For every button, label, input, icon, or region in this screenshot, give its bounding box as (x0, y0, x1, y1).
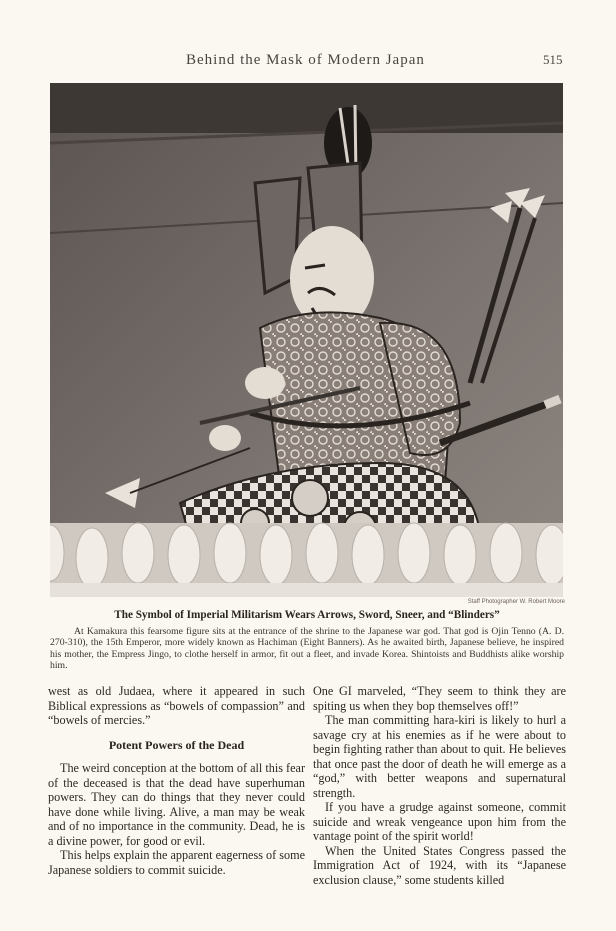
left-paragraph-1: west as old Judaea, where it appeared in such Biblical expressions as “bowels of compassion” and “bowels of mercies.” (48, 684, 305, 727)
right-paragraph-3: If you have a grudge against someone, commit suicide and wreak vengeance upon him from the vantage point of the spirit world! (313, 800, 566, 843)
running-title: Behind the Mask of Modern Japan (186, 52, 425, 68)
warrior-statue-photo (50, 83, 563, 597)
right-column (313, 684, 566, 887)
page-number: 515 (543, 52, 563, 67)
left-paragraph-2: The weird conception at the bottom of all this fear of the deceased is that the dead have superhuman powers. They can do things that they never could have done while living. Alive, a man may be weak and of no importance in the community. Dead, he is a divine power, for good or evil. (48, 761, 305, 848)
warrior-statue-illustration (50, 83, 563, 597)
running-header (0, 50, 616, 72)
left-column (48, 684, 305, 877)
left-paragraph-3: This helps explain the apparent eagerness of some Japanese soldiers to commit suicide. (48, 848, 305, 877)
right-paragraph-2: The man committing hara-kiri is likely to hurl a savage cry at his enemies as if he were about to begin fighting rather than about to quit. He believes that once past the door of death he will emerge as a “god,” with better weapons and supernatural strength. (313, 713, 566, 800)
photo-credit: Staff Photographer W. Robert Moore (467, 599, 565, 605)
caption-title: The Symbol of Imperial Militarism Wears Arrows, Sword, Sneer, and “Blinders” (114, 609, 500, 621)
right-paragraph-1: One GI marveled, “They seem to think they are spiting us when they bop themselves off!” (313, 684, 566, 713)
caption-body: At Kamakura this fearsome figure sits at the entrance of the shrine to the Japanese war god. That god is Ojin Tenno (A. D. 270-310), the 15th Emperor, more widely known as Hachiman (Eight Banners). As he awaited birth, Japanese believe, he inspired his mother, the Empress Jingo, to clothe herself in armor, fit out a fleet, and invade Korea. Shintoists and Buddhists alike worship him. (50, 626, 564, 671)
section-subhead: Potent Powers of the Dead (108, 737, 245, 752)
right-paragraph-4: When the United States Congress passed the Immigration Act of 1924, with its “Japanese exclusion clause,” some students killed (313, 843, 566, 887)
